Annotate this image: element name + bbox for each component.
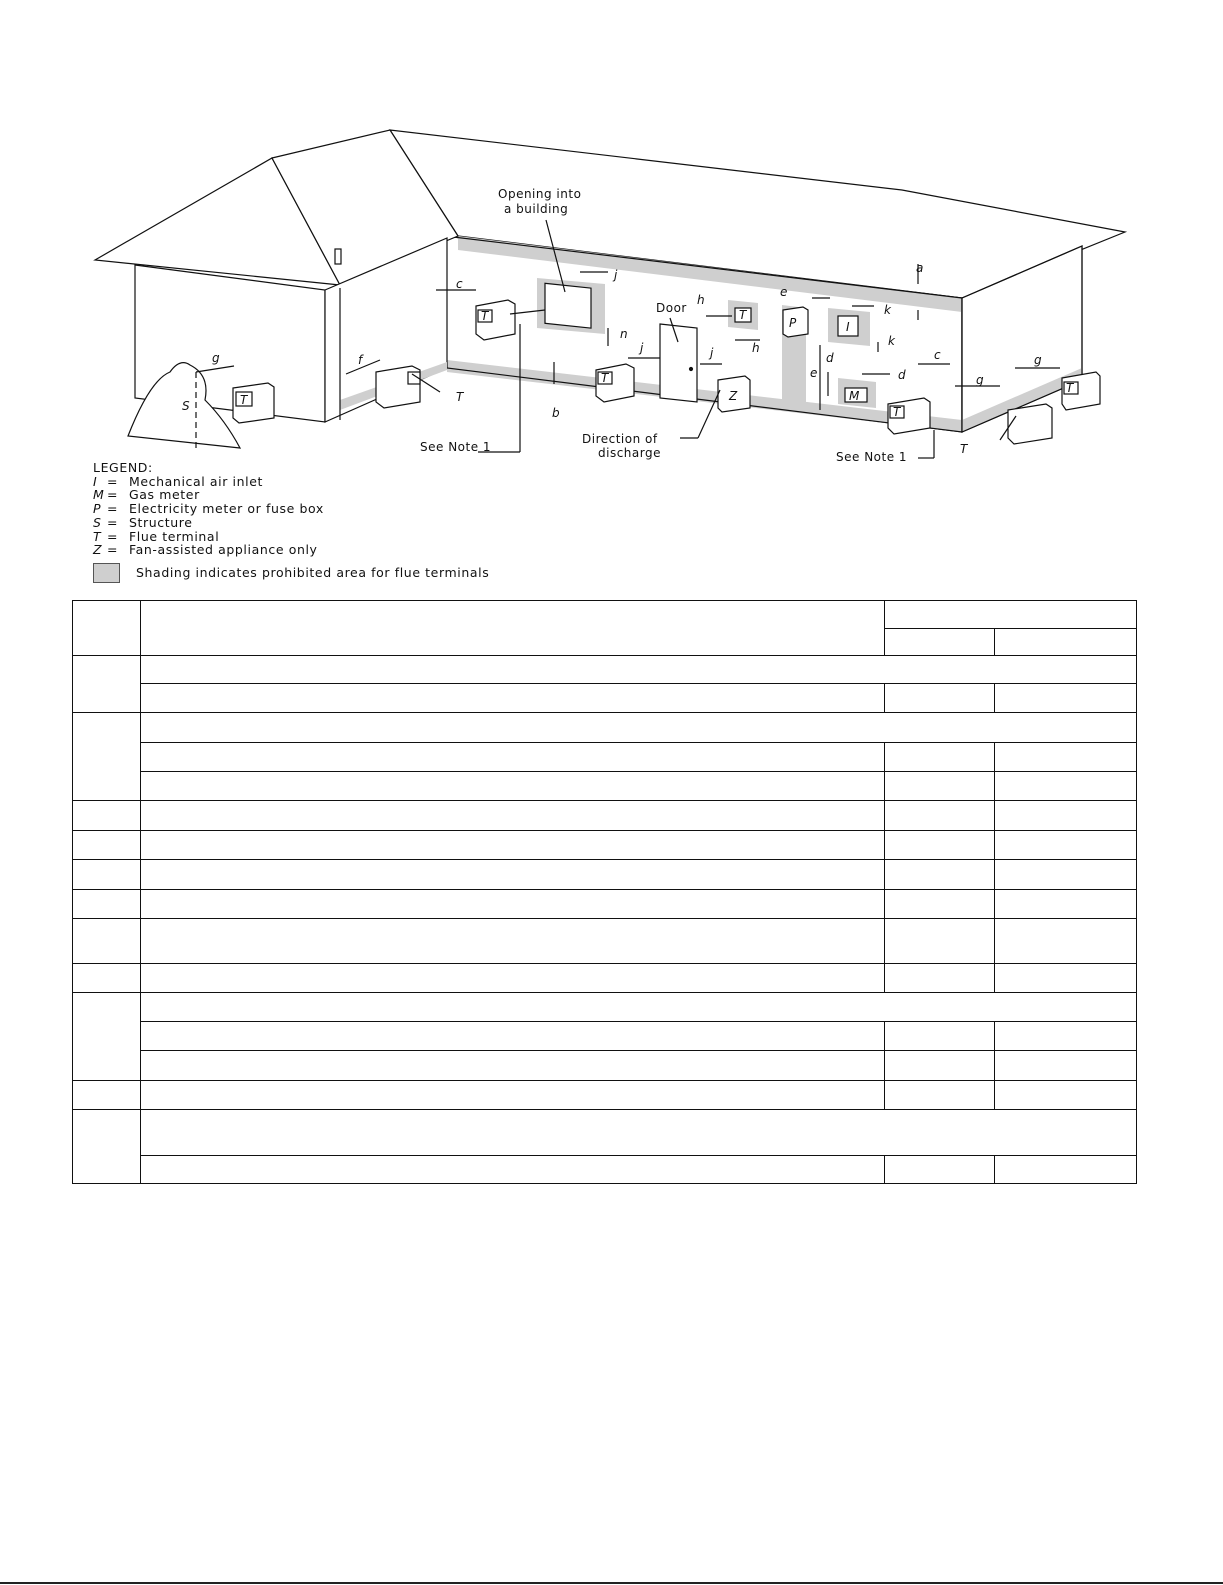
table-cell bbox=[885, 1156, 995, 1184]
table-cell bbox=[995, 860, 1137, 890]
table-cell bbox=[141, 801, 885, 831]
callout-see-note-right: See Note 1 bbox=[836, 450, 908, 464]
table-cell bbox=[141, 713, 1137, 743]
standalone-box bbox=[1008, 404, 1052, 444]
table-cell bbox=[885, 601, 1137, 629]
table-cell bbox=[141, 993, 1137, 1022]
callout-opening-line1: Opening into bbox=[498, 187, 582, 201]
table-cell bbox=[885, 801, 995, 831]
table-cell bbox=[73, 831, 141, 860]
legend-eq: = bbox=[107, 501, 119, 517]
table-cell bbox=[141, 743, 885, 772]
box-label-t-2: T bbox=[601, 371, 609, 385]
dim-g-left: g bbox=[212, 351, 220, 365]
table-cell bbox=[995, 890, 1137, 919]
table-cell bbox=[141, 772, 885, 801]
table-cell bbox=[995, 743, 1137, 772]
table-cell bbox=[73, 964, 141, 993]
dim-f: f bbox=[358, 353, 363, 367]
legend-text: Mechanical air inlet bbox=[129, 473, 264, 489]
legend-item bbox=[93, 488, 489, 502]
table-cell bbox=[885, 831, 995, 860]
table-cell bbox=[995, 1081, 1137, 1110]
table-cell bbox=[995, 919, 1137, 964]
legend-symbol: I bbox=[93, 473, 98, 489]
table-cell bbox=[995, 629, 1137, 656]
callout-see-note-left: See Note 1 bbox=[420, 440, 492, 454]
table-cell bbox=[141, 964, 885, 993]
table-cell bbox=[73, 919, 141, 964]
table-cell bbox=[141, 684, 885, 713]
terminal-box-f bbox=[376, 366, 420, 408]
dim-d-right: d bbox=[898, 368, 906, 382]
table-cell bbox=[141, 1022, 885, 1051]
box-label-t-h: T bbox=[739, 308, 747, 322]
table-cell bbox=[995, 772, 1137, 801]
table-cell bbox=[885, 919, 995, 964]
callout-opening-line2: a building bbox=[504, 202, 569, 216]
table-cell bbox=[141, 601, 885, 656]
table-cell bbox=[995, 1051, 1137, 1081]
table-cell bbox=[73, 801, 141, 831]
dim-e-top: e bbox=[780, 285, 788, 299]
box-label-p: P bbox=[789, 316, 797, 330]
legend-text: Fan-assisted appliance only bbox=[129, 542, 318, 558]
dim-b: b bbox=[552, 406, 560, 420]
table-cell bbox=[885, 743, 995, 772]
chimney bbox=[335, 249, 341, 264]
opening-into-building bbox=[545, 283, 591, 328]
table-cell bbox=[141, 1110, 1137, 1156]
table-cell bbox=[885, 772, 995, 801]
legend-title: LEGEND: bbox=[93, 460, 153, 475]
dim-h-bottom: h bbox=[752, 341, 760, 355]
table-cell bbox=[885, 890, 995, 919]
box-label-t-left: T bbox=[240, 393, 248, 407]
dim-k-top: k bbox=[884, 303, 891, 317]
table-cell bbox=[995, 831, 1137, 860]
legend-item bbox=[93, 516, 489, 530]
table-cell bbox=[141, 1051, 885, 1081]
table-cell bbox=[73, 1110, 141, 1184]
table-cell bbox=[885, 629, 995, 656]
table-cell bbox=[995, 1022, 1137, 1051]
box-label-m: M bbox=[849, 389, 860, 403]
legend-eq: = bbox=[107, 542, 119, 558]
door bbox=[660, 324, 697, 402]
dim-c-left: c bbox=[456, 277, 463, 291]
legend-eq: = bbox=[107, 473, 119, 489]
dim-e-side: e bbox=[810, 366, 818, 380]
box-label-t-f: T bbox=[456, 390, 464, 404]
legend-item bbox=[93, 530, 489, 544]
table-cell bbox=[73, 1081, 141, 1110]
table-cell bbox=[141, 1156, 885, 1184]
dim-h-top: h bbox=[697, 293, 705, 307]
box-label-s: S bbox=[182, 399, 190, 413]
dim-g-right: g bbox=[1034, 353, 1042, 367]
legend-eq: = bbox=[107, 514, 119, 530]
legend-eq: = bbox=[107, 528, 119, 544]
dim-j-door-left: j bbox=[640, 341, 644, 355]
dim-k-side: k bbox=[888, 334, 895, 348]
dim-c-right: c bbox=[934, 348, 941, 362]
table-cell bbox=[141, 831, 885, 860]
table-cell bbox=[995, 801, 1137, 831]
table-cell bbox=[885, 860, 995, 890]
legend-item bbox=[93, 543, 489, 557]
callout-door: Door bbox=[656, 301, 687, 315]
table-cell bbox=[885, 1022, 995, 1051]
box-label-t-right: T bbox=[893, 405, 901, 419]
legend-text: Electricity meter or fuse box bbox=[129, 501, 324, 517]
box-label-i: I bbox=[846, 320, 850, 334]
table-cell bbox=[141, 860, 885, 890]
table-cell bbox=[73, 993, 141, 1081]
table-cell bbox=[73, 656, 141, 713]
legend-symbol: M bbox=[93, 487, 105, 503]
legend-shading-row bbox=[93, 563, 489, 583]
table-cell bbox=[73, 860, 141, 890]
callout-discharge-line2: discharge bbox=[598, 446, 661, 460]
page-bottom-rule bbox=[0, 1582, 1223, 1584]
box-label-t-standalone: T bbox=[960, 442, 968, 456]
dim-d-top: d bbox=[826, 351, 834, 365]
legend-text: Flue terminal bbox=[129, 528, 220, 544]
legend-item bbox=[93, 502, 489, 516]
dim-g-mid: g bbox=[976, 373, 984, 387]
legend-item bbox=[93, 475, 489, 489]
table-cell bbox=[141, 919, 885, 964]
dim-n: n bbox=[620, 327, 628, 341]
legend-symbol: P bbox=[93, 501, 102, 517]
dim-j-top: j bbox=[614, 268, 618, 282]
table-cell bbox=[141, 1081, 885, 1110]
legend-text: Gas meter bbox=[129, 487, 200, 503]
legend-symbol: T bbox=[93, 528, 102, 544]
table-cell bbox=[995, 1156, 1137, 1184]
table-cell bbox=[995, 964, 1137, 993]
legend bbox=[93, 461, 489, 583]
callout-discharge-line1: Direction of bbox=[582, 432, 658, 446]
table-cell bbox=[141, 656, 1137, 684]
dim-a: a bbox=[916, 261, 924, 275]
table-cell bbox=[73, 890, 141, 919]
table-cell bbox=[73, 713, 141, 801]
box-label-t-1: T bbox=[481, 309, 489, 323]
table-cell bbox=[141, 890, 885, 919]
clearance-table bbox=[72, 600, 1136, 1184]
legend-symbol: S bbox=[93, 514, 102, 530]
legend-eq: = bbox=[107, 487, 119, 503]
legend-symbol: Z bbox=[93, 542, 103, 558]
legend-shading-note: Shading indicates prohibited area for flue terminals bbox=[136, 565, 490, 581]
table-cell bbox=[885, 1051, 995, 1081]
table-cell bbox=[885, 684, 995, 713]
table-cell bbox=[995, 684, 1137, 713]
shading-swatch bbox=[93, 563, 120, 583]
dim-j-door-right: j bbox=[710, 346, 714, 360]
table-cell bbox=[73, 601, 141, 656]
box-label-z: Z bbox=[729, 389, 738, 403]
box-label-t-far-right: T bbox=[1066, 381, 1074, 395]
table-cell bbox=[885, 1081, 995, 1110]
legend-text: Structure bbox=[129, 514, 193, 530]
table-cell bbox=[885, 964, 995, 993]
